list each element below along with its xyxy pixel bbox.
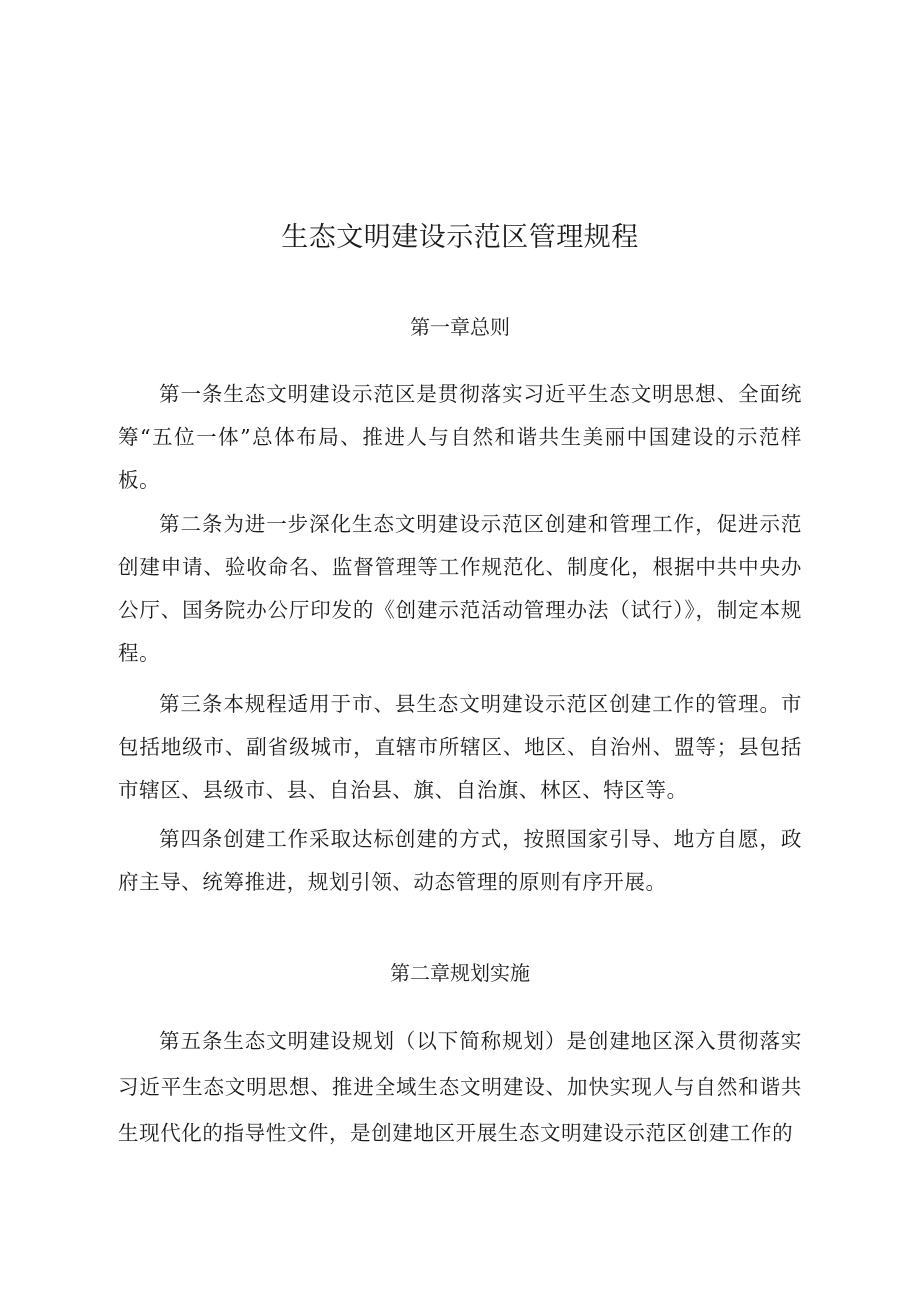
article-2: 第二条为进一步深化生态文明建设示范区创建和管理工作，促进示范创建申请、验收命名、监督管理等工作规范化、制度化，根据中共中央办公厅、国务院办公厅印发的《创建示范活动管理办法（试行）》，制定本规程。 [118,512,802,665]
article-4: 第四条创建工作采取达标创建的方式，按照国家引导、地方自愿，政府主导、统筹推进，规划引领、动态管理的原则有序开展。 [118,827,802,894]
article-3: 第三条本规程适用于市、县生态文明建设示范区创建工作的管理。市包括地级市、副省级城市，直辖市所辖区、地区、自治州、盟等；县包括市辖区、县级市、县、自治县、旗、自治旗、林区、特区等。 [118,692,802,802]
article-1: 第一条生态文明建设示范区是贯彻落实习近平生态文明思想、全面统筹“五位一体”总体布局、推进人与自然和谐共生美丽中国建设的示范样板。 [118,382,802,492]
document-title: 生态文明建设示范区管理规程 [281,222,639,253]
chapter-heading-2: 第二章规划实施 [390,961,530,985]
chapter-heading-1: 第一章总则 [410,315,510,339]
article-5: 第五条生态文明建设规划（以下简称规划）是创建地区深入贯彻落实习近平生态文明思想、推进全域生态文明建设、加快实现人与自然和谐共生现代化的指导性文件，是创建地区开展生态文明建设示范区创建工作的 [118,1029,802,1145]
